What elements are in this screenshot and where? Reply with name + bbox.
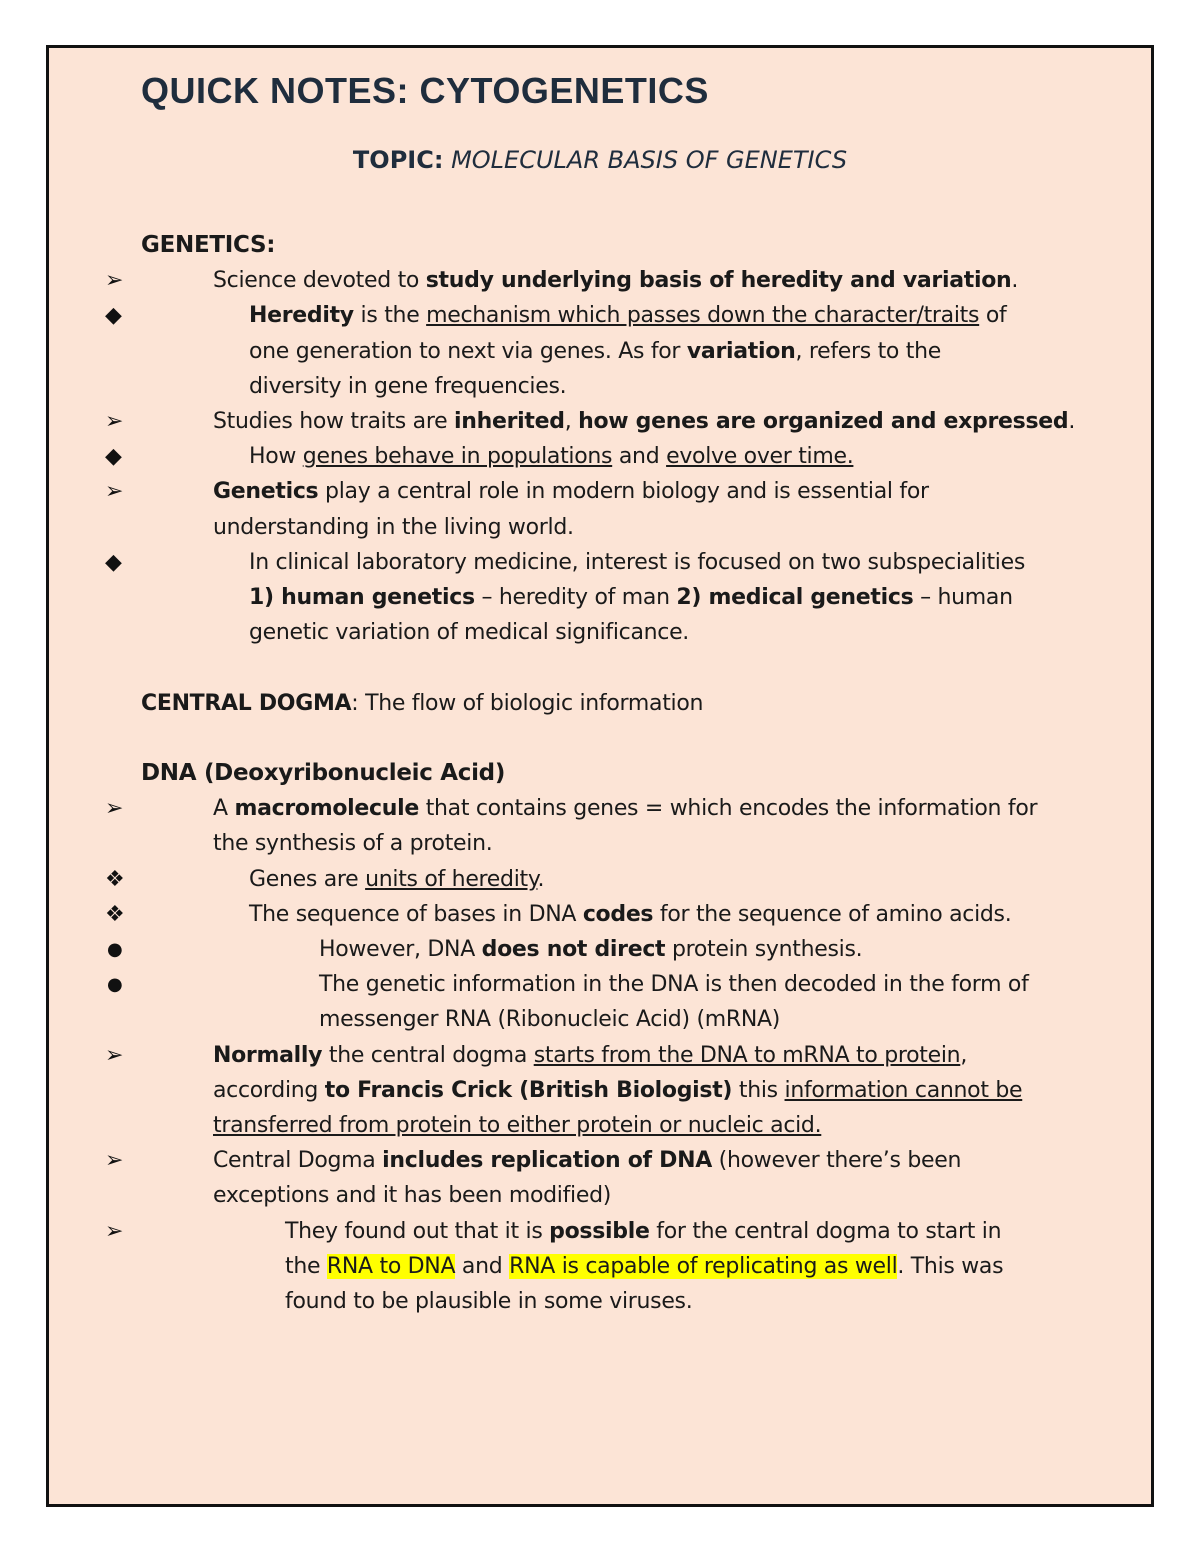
arrow-bullet-icon: ➢ [105,409,124,435]
arrow-bullet-icon: ➢ [105,796,124,822]
clover-bullet-icon: ❖ [105,901,125,927]
subspecialities-line-end: genetic variation of medical significance. [249,620,690,646]
base-sequence-point: ❖ The sequence of bases in DNA codes for the sequence of amino acids. [141,897,1131,932]
dot-bullet-icon: ● [107,939,123,961]
genetics-point-3: ➢ Genetics play a central role in modern biology and is essential for [141,474,1131,509]
topic-line [49,146,1151,174]
central-dogma-line: CENTRAL DOGMA: The flow of biologic information [141,690,704,716]
diamond-bullet-icon: ◆ [105,303,122,329]
highlight-rna-replicating: RNA is capable of replicating as well [509,1253,898,1279]
genetics-point-1: ➢ Science devoted to study underlying basis of heredity and variation. [141,263,1131,298]
decoded-info-point: ● The genetic information in the DNA is then decoded in the form of [141,967,1131,1002]
arrow-bullet-icon: ➢ [105,1042,124,1068]
dna-point-2-cont: according to Francis Crick (British Biologist) this information cannot be [213,1077,1023,1103]
arrow-bullet-icon: ➢ [105,1148,124,1174]
diamond-bullet-icon: ◆ [105,549,122,575]
dna-not-direct-point: ● However, DNA does not direct protein synthesis. [141,932,1131,967]
genetics-heading: GENETICS: [141,232,276,258]
highlight-rna-to-dna: RNA to DNA [326,1253,456,1279]
subspecialities-line: 1) human genetics – heredity of man 2) medical genetics – human [249,585,1013,611]
dna-heading: DNA (Deoxyribonucleic Acid) [141,760,506,787]
diamond-bullet-icon: ◆ [105,444,122,470]
dna-point-3: ➢ Central Dogma includes replication of DNA (however there’s been [141,1143,1131,1178]
notes-body [105,228,1131,1319]
dot-bullet-icon: ● [107,974,123,996]
dna-point-1: ➢ A macromolecule that contains genes = which encodes the information for [141,791,1131,826]
heredity-definition-cont: one generation to next via genes. As for variation, refers to the [249,338,941,364]
arrow-bullet-icon: ➢ [105,1218,124,1244]
genetics-point-2: ➢ Studies how traits are inherited, how genes are organized and expressed. [141,404,1131,439]
dna-point-1-cont: the synthesis of a protein. [213,831,493,857]
topic-value: MOLECULAR BASIS OF GENETICS [451,146,848,174]
heredity-definition: ◆ Heredity is the mechanism which passes down the character/traits of [141,298,1131,333]
dna-point-2: ➢ Normally the central dogma starts from the DNA to mRNA to protein, [141,1038,1131,1073]
exceptions-point-cont: the RNA to DNA and RNA is capable of replicating as well. This was [285,1253,1004,1279]
genes-behavior-point: ◆ How genes behave in populations and evolve over time. [141,439,1131,474]
genetics-point-3-cont: understanding in the living world. [213,514,574,540]
heredity-definition-end: diversity in gene frequencies. [249,373,567,399]
document-page [46,45,1154,1507]
arrow-bullet-icon: ➢ [105,479,124,505]
clover-bullet-icon: ❖ [105,866,125,892]
central-dogma-heading: CENTRAL DOGMA [141,690,352,716]
dna-point-2-end: transferred from protein to either protein or nucleic acid. [213,1113,822,1139]
exceptions-point-end: found to be plausible in some viruses. [285,1289,693,1315]
arrow-bullet-icon: ➢ [105,268,124,294]
exceptions-point: ➢ They found out that it is possible for the central dogma to start in [141,1214,1131,1249]
clinical-lab-point: ◆ In clinical laboratory medicine, interest is focused on two subspecialities [141,545,1131,580]
genes-units-point: ❖ Genes are units of heredity. [141,862,1131,897]
decoded-info-cont: messenger RNA (Ribonucleic Acid) (mRNA) [319,1007,781,1033]
dna-point-3-cont: exceptions and it has been modified) [213,1183,612,1209]
topic-label: TOPIC: [352,146,444,174]
page-title: QUICK NOTES: CYTOGENETICS [141,70,709,111]
